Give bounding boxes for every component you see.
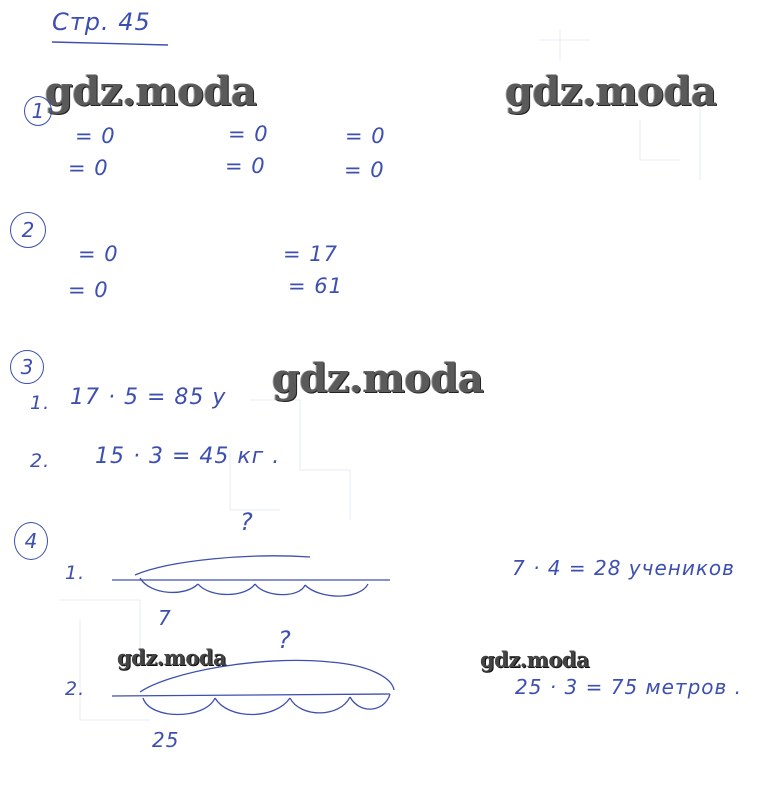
task4-question-mark: ? <box>240 508 254 536</box>
task4-answer: 25 · 3 = 75 метров . <box>515 675 743 699</box>
task1-result: = 0 <box>68 156 109 180</box>
task1-result: = 0 <box>75 124 116 148</box>
task2-result: = 17 <box>283 242 338 266</box>
task3-step: 15 · 3 = 45 кг . <box>95 444 281 469</box>
task-number-badge: 4 <box>14 522 48 560</box>
task1-result: = 0 <box>225 154 266 178</box>
task4-question-mark: ? <box>278 626 292 654</box>
task4-item-index: 2. <box>65 678 86 700</box>
task3-step: 17 · 5 = 85 у <box>70 385 227 410</box>
task3-step-index: 2. <box>30 450 51 472</box>
task4-segment-label: 25 <box>152 728 180 752</box>
watermark: gdz.moda <box>272 355 484 402</box>
task2-result: = 61 <box>288 274 343 298</box>
task-number-badge: 3 <box>10 350 44 384</box>
task1-result: = 0 <box>344 158 385 182</box>
watermark: gdz.moda <box>505 68 717 115</box>
task2-result: = 0 <box>78 242 119 266</box>
page-label: Стр. 45 <box>52 8 151 36</box>
task-number-badge: 2 <box>10 212 46 248</box>
watermark: gdz.moda <box>117 645 227 670</box>
task4-item-index: 1. <box>65 562 86 584</box>
task1-result: = 0 <box>228 122 269 146</box>
task3-step-index: 1. <box>30 392 51 414</box>
task4-answer: 7 · 4 = 28 учеников <box>512 556 735 580</box>
task-number-badge: 1 <box>24 96 52 126</box>
task2-result: = 0 <box>68 278 109 302</box>
watermark: gdz.moda <box>45 68 257 115</box>
watermark: gdz.moda <box>480 647 590 672</box>
task1-result: = 0 <box>345 124 386 148</box>
task4-segment-label: 7 <box>158 606 172 630</box>
